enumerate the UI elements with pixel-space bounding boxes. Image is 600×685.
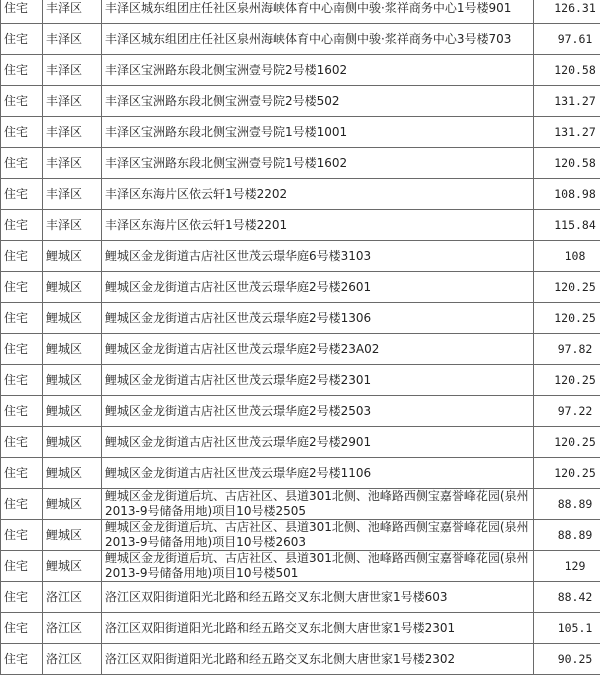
cell-property-type: 住宅 [1, 365, 43, 396]
table-row [1, 613, 600, 644]
cell-area: 88.89 [534, 520, 600, 551]
cell-property-type: 住宅 [1, 551, 43, 582]
cell-property-type: 住宅 [1, 0, 43, 24]
cell-address: 鲤城区金龙街道古店社区世茂云璟华庭2号楼2503 [102, 396, 534, 427]
cell-district: 丰泽区 [43, 86, 102, 117]
cell-area: 90.25 [534, 644, 600, 675]
cell-address: 鲤城区金龙街道古店社区世茂云璟华庭2号楼23A02 [102, 334, 534, 365]
cell-address: 丰泽区宝洲路东段北侧宝洲壹号院2号楼502 [102, 86, 534, 117]
table-row [1, 489, 600, 520]
cell-property-type: 住宅 [1, 644, 43, 675]
cell-district: 洛江区 [43, 582, 102, 613]
cell-area: 120.25 [534, 303, 600, 334]
cell-address: 洛江区双阳街道阳光北路和经五路交叉东北侧大唐世家1号楼2302 [102, 644, 534, 675]
table-row [1, 272, 600, 303]
cell-district: 鲤城区 [43, 489, 102, 520]
cell-property-type: 住宅 [1, 148, 43, 179]
table-row [1, 551, 600, 582]
cell-area: 129 [534, 551, 600, 582]
cell-area: 108 [534, 241, 600, 272]
cell-district: 丰泽区 [43, 179, 102, 210]
cell-area: 120.58 [534, 55, 600, 86]
cell-property-type: 住宅 [1, 489, 43, 520]
table-row [1, 303, 600, 334]
table-row [1, 210, 600, 241]
cell-district: 鲤城区 [43, 427, 102, 458]
cell-property-type: 住宅 [1, 55, 43, 86]
table-row [1, 0, 600, 24]
table-row [1, 55, 600, 86]
cell-district: 鲤城区 [43, 520, 102, 551]
cell-area: 88.42 [534, 582, 600, 613]
table-row [1, 179, 600, 210]
cell-district: 鲤城区 [43, 365, 102, 396]
cell-district: 洛江区 [43, 644, 102, 675]
cell-address: 鲤城区金龙街道古店社区世茂云璟华庭6号楼3103 [102, 241, 534, 272]
table-row [1, 148, 600, 179]
cell-address: 丰泽区东海片区依云轩1号楼2201 [102, 210, 534, 241]
table-row [1, 334, 600, 365]
cell-area: 97.82 [534, 334, 600, 365]
cell-district: 鲤城区 [43, 272, 102, 303]
cell-property-type: 住宅 [1, 582, 43, 613]
table-row [1, 582, 600, 613]
cell-area: 97.61 [534, 24, 600, 55]
cell-address: 丰泽区宝洲路东段北侧宝洲壹号院1号楼1001 [102, 117, 534, 148]
table-row [1, 86, 600, 117]
cell-property-type: 住宅 [1, 458, 43, 489]
cell-address: 丰泽区宝洲路东段北侧宝洲壹号院2号楼1602 [102, 55, 534, 86]
cell-area: 131.27 [534, 86, 600, 117]
cell-address: 鲤城区金龙街道古店社区世茂云璟华庭2号楼2301 [102, 365, 534, 396]
cell-district: 丰泽区 [43, 24, 102, 55]
cell-area: 126.31 [534, 0, 600, 24]
cell-address: 丰泽区东海片区依云轩1号楼2202 [102, 179, 534, 210]
cell-district: 鲤城区 [43, 396, 102, 427]
cell-property-type: 住宅 [1, 427, 43, 458]
cell-area: 97.22 [534, 396, 600, 427]
cell-address: 鲤城区金龙街道古店社区世茂云璟华庭2号楼1306 [102, 303, 534, 334]
table-row [1, 520, 600, 551]
cell-property-type: 住宅 [1, 24, 43, 55]
cell-area: 88.89 [534, 489, 600, 520]
cell-property-type: 住宅 [1, 396, 43, 427]
cell-district: 洛江区 [43, 613, 102, 644]
table-row [1, 241, 600, 272]
cell-address: 洛江区双阳街道阳光北路和经五路交叉东北侧大唐世家1号楼603 [102, 582, 534, 613]
cell-district: 丰泽区 [43, 0, 102, 24]
cell-property-type: 住宅 [1, 303, 43, 334]
table-row [1, 24, 600, 55]
cell-area: 115.84 [534, 210, 600, 241]
cell-district: 鲤城区 [43, 334, 102, 365]
property-table-body [1, 0, 600, 675]
table-row [1, 365, 600, 396]
cell-property-type: 住宅 [1, 613, 43, 644]
cell-district: 丰泽区 [43, 117, 102, 148]
cell-address: 丰泽区城东组团庄任社区泉州海峡体育中心南侧中骏·浆祥商务中心3号楼703 [102, 24, 534, 55]
cell-address: 丰泽区城东组团庄任社区泉州海峡体育中心南侧中骏·浆祥商务中心1号楼901 [102, 0, 534, 24]
cell-property-type: 住宅 [1, 86, 43, 117]
cell-address: 鲤城区金龙街道后坑、古店社区、县道301北侧、池峰路西侧宝嘉誉峰花园(泉州2013-9号储备用地)项目10号楼501 [102, 551, 534, 582]
cell-address: 鲤城区金龙街道后坑、古店社区、县道301北侧、池峰路西侧宝嘉誉峰花园(泉州2013-9号储备用地)项目10号楼2603 [102, 520, 534, 551]
table-row [1, 117, 600, 148]
cell-area: 131.27 [534, 117, 600, 148]
cell-address: 鲤城区金龙街道古店社区世茂云璟华庭2号楼2901 [102, 427, 534, 458]
cell-address: 鲤城区金龙街道古店社区世茂云璟华庭2号楼1106 [102, 458, 534, 489]
cell-district: 鲤城区 [43, 303, 102, 334]
cell-property-type: 住宅 [1, 241, 43, 272]
table-row [1, 458, 600, 489]
cell-district: 丰泽区 [43, 210, 102, 241]
cell-district: 丰泽区 [43, 55, 102, 86]
cell-area: 120.25 [534, 427, 600, 458]
cell-address: 鲤城区金龙街道后坑、古店社区、县道301北侧、池峰路西侧宝嘉誉峰花园(泉州2013-9号储备用地)项目10号楼2505 [102, 489, 534, 520]
cell-district: 丰泽区 [43, 148, 102, 179]
cell-address: 丰泽区宝洲路东段北侧宝洲壹号院1号楼1602 [102, 148, 534, 179]
table-row [1, 427, 600, 458]
cell-property-type: 住宅 [1, 520, 43, 551]
cell-property-type: 住宅 [1, 117, 43, 148]
cell-area: 120.25 [534, 365, 600, 396]
cell-area: 105.1 [534, 613, 600, 644]
table-row [1, 644, 600, 675]
cell-address: 鲤城区金龙街道古店社区世茂云璟华庭2号楼2601 [102, 272, 534, 303]
cell-district: 鲤城区 [43, 551, 102, 582]
cell-area: 120.58 [534, 148, 600, 179]
cell-district: 鲤城区 [43, 458, 102, 489]
table-row [1, 396, 600, 427]
cell-address: 洛江区双阳街道阳光北路和经五路交叉东北侧大唐世家1号楼2301 [102, 613, 534, 644]
cell-area: 108.98 [534, 179, 600, 210]
cell-area: 120.25 [534, 272, 600, 303]
cell-property-type: 住宅 [1, 334, 43, 365]
cell-property-type: 住宅 [1, 210, 43, 241]
cell-area: 120.25 [534, 458, 600, 489]
cell-property-type: 住宅 [1, 179, 43, 210]
cell-property-type: 住宅 [1, 272, 43, 303]
cell-district: 鲤城区 [43, 241, 102, 272]
